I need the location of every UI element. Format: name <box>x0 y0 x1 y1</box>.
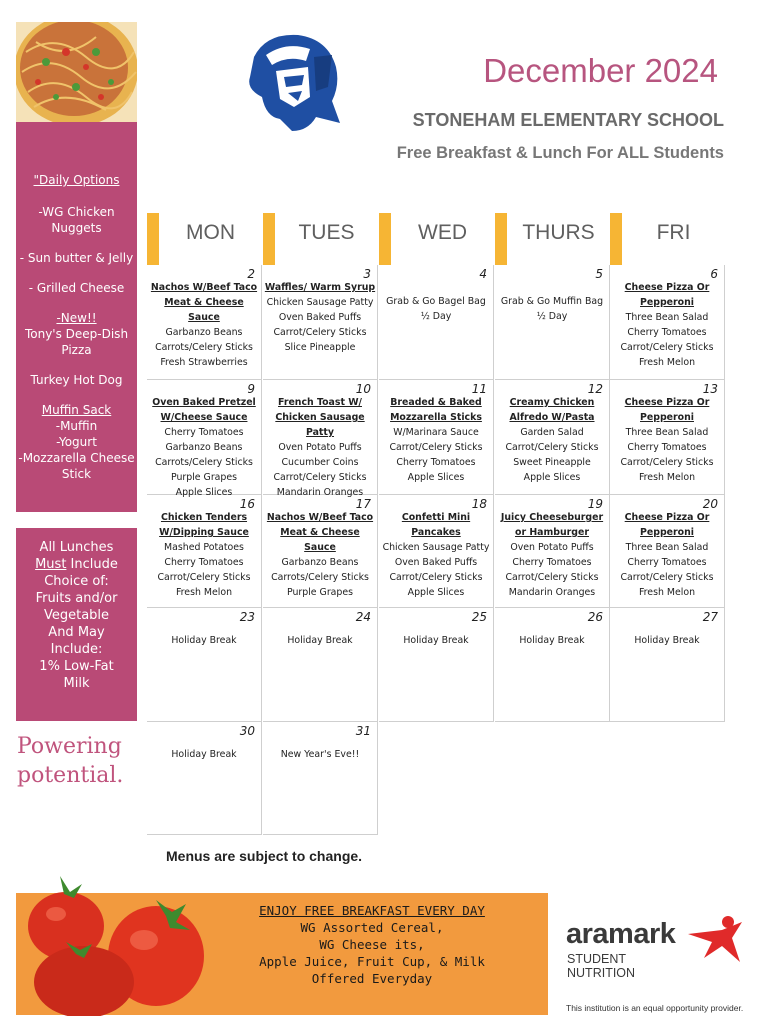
menu-item: New Year's Eve!! <box>280 749 360 760</box>
menu-item: Apple Slices <box>523 472 581 483</box>
day-number: 18 <box>471 497 487 511</box>
day-label: TUES <box>298 221 355 244</box>
menu-item: Apple Slices <box>407 472 465 483</box>
day-number: 31 <box>355 724 371 738</box>
menu-item: Purple Grapes <box>286 587 354 598</box>
day-tab <box>610 213 622 265</box>
breakfast-line: Offered Everyday <box>311 971 433 986</box>
menu-item: Carrot/Celery Sticks <box>620 572 714 583</box>
menu-item: Cherry Tomatoes <box>512 557 592 568</box>
breakfast-line: WG Cheese its, <box>319 937 425 952</box>
day-number: 12 <box>587 382 603 396</box>
menu-items <box>263 395 377 500</box>
menu-item: Carrot/Celery Sticks <box>620 457 714 468</box>
day-number: 13 <box>702 382 718 396</box>
day-header-fri <box>610 213 725 265</box>
menu-item: Chicken Sausage Patty <box>382 542 490 553</box>
lunch-note-line <box>16 556 137 573</box>
menu-item: Oven Potato Puffs <box>278 442 362 453</box>
entree-title: Chicken Tenders W/Dipping Sauce <box>159 512 249 538</box>
menu-items <box>147 510 261 600</box>
menu-items <box>147 633 261 648</box>
daily-options-title: "Daily Options <box>33 173 120 187</box>
menu-item: Holiday Break <box>171 635 237 646</box>
menu-items <box>495 280 609 324</box>
menu-item: Grab & Go Muffin Bag <box>500 296 604 307</box>
menu-item: Grab & Go Bagel Bag <box>386 296 486 307</box>
daily-option: - Grilled Cheese <box>28 281 125 295</box>
day-cell <box>495 495 610 608</box>
menu-items <box>495 633 609 648</box>
day-cell <box>147 495 262 608</box>
day-tab <box>263 213 275 265</box>
day-cell <box>147 608 262 722</box>
lunch-note-panel <box>16 528 137 721</box>
day-number: 24 <box>355 610 371 624</box>
menu-items <box>147 280 261 370</box>
day-number: 17 <box>355 497 371 511</box>
day-tab <box>495 213 507 265</box>
menu-item: Holiday Break <box>519 635 585 646</box>
menu-item: Purple Grapes <box>170 472 238 483</box>
day-label: FRI <box>656 221 691 244</box>
entree-title: Waffles/ Warm Syrup <box>264 282 376 293</box>
tagline: Free Breakfast & Lunch For ALL Students <box>396 144 724 162</box>
breakfast-line: Apple Juice, Fruit Cup, & Milk <box>259 954 485 969</box>
day-cell <box>495 265 610 380</box>
day-number: 26 <box>587 610 603 624</box>
entree-title: Breaded & Baked Mozzarella Sticks <box>390 397 482 423</box>
menu-item: Mandarin Oranges <box>276 487 364 498</box>
menu-item: ½ Day <box>536 311 568 322</box>
day-cell <box>147 722 262 835</box>
menu-item: Cherry Tomatoes <box>627 327 707 338</box>
day-cell <box>379 380 494 495</box>
menu-items <box>147 395 261 500</box>
aramark-subtitle-line: NUTRITION <box>567 966 636 980</box>
day-number: 30 <box>239 724 255 738</box>
day-cell <box>263 380 378 498</box>
day-tab <box>379 213 391 265</box>
lunch-note-include: Include <box>66 557 118 572</box>
menu-items <box>610 510 724 600</box>
day-number: 3 <box>363 267 371 281</box>
menu-item: Apple Slices <box>407 587 465 598</box>
menu-item: Carrot/Celery Sticks <box>620 342 714 353</box>
menu-items <box>495 395 609 485</box>
menu-item: Cherry Tomatoes <box>164 557 244 568</box>
entree-title: Creamy Chicken Alfredo W/Pasta <box>509 397 595 423</box>
menu-item: Holiday Break <box>287 635 353 646</box>
breakfast-banner-title: ENJOY FREE BREAKFAST EVERY DAY <box>259 903 485 918</box>
day-label: THURS <box>522 221 595 244</box>
daily-option-muffin-sack: Muffin Sack <box>41 403 112 417</box>
day-number: 16 <box>239 497 255 511</box>
daily-options <box>16 172 137 482</box>
menu-item: Carrot/Celery Sticks <box>505 572 599 583</box>
menu-item: Cherry Tomatoes <box>164 427 244 438</box>
menu-items <box>263 633 377 648</box>
daily-option: -WG Chicken Nuggets <box>38 205 115 235</box>
lunch-note-line: Include: <box>50 642 103 657</box>
menu-item: Cherry Tomatoes <box>396 457 476 468</box>
lunch-note-line: 1% Low-Fat <box>39 659 114 674</box>
day-number: 11 <box>471 382 487 396</box>
daily-option: -Mozzarella Cheese Stick <box>18 451 135 481</box>
menu-item: Chicken Sausage Patty <box>266 297 374 308</box>
menu-item: Holiday Break <box>634 635 700 646</box>
menu-item: Garbanzo Beans <box>165 327 243 338</box>
menu-item: Carrot/Celery Sticks <box>505 442 599 453</box>
lunch-note-line: Choice of: <box>44 574 109 589</box>
aramark-logo <box>566 918 746 988</box>
menu-items <box>147 747 261 762</box>
day-number: 23 <box>239 610 255 624</box>
menu-item: Fresh Melon <box>175 587 233 598</box>
powering-potential-slogan <box>17 732 142 790</box>
lunch-note-line: And May <box>48 625 105 640</box>
equal-opportunity-note: This institution is an equal opportunity provider. <box>566 1003 744 1013</box>
menu-items <box>263 280 377 355</box>
day-cell <box>263 495 378 608</box>
entree-title: Cheese Pizza Or Pepperoni <box>624 397 710 423</box>
entree-title: Nachos W/Beef Taco Meat & Cheese Sauce <box>150 282 258 323</box>
menu-items <box>379 280 493 324</box>
menu-item: Carrot/Celery Sticks <box>389 572 483 583</box>
day-cell <box>379 608 494 722</box>
lunch-note-must: Must <box>35 557 67 572</box>
menu-item: Oven Potato Puffs <box>510 542 594 553</box>
entree-title: Oven Baked Pretzel W/Cheese Sauce <box>152 397 256 423</box>
day-cell <box>263 608 378 722</box>
entree-title: Nachos W/Beef Taco Meat & Cheese Sauce <box>266 512 374 553</box>
menu-item: Fresh Strawberries <box>160 357 248 368</box>
menu-item: Fresh Melon <box>638 587 696 598</box>
menu-item: Sweet Pineapple <box>513 457 591 468</box>
daily-option: Tony's Deep-Dish Pizza <box>24 327 129 357</box>
entree-title: Juicy Cheeseburger or Hamburger <box>500 512 604 538</box>
daily-option: - Sun butter & Jelly <box>19 251 134 265</box>
menu-items <box>495 510 609 600</box>
menu-items <box>610 633 724 648</box>
entree-title: Cheese Pizza Or Pepperoni <box>624 512 710 538</box>
menu-items <box>610 280 724 370</box>
menu-items <box>263 510 377 600</box>
day-number: 2 <box>247 267 255 281</box>
menu-item: Three Bean Salad <box>625 312 709 323</box>
page-title: December 2024 <box>483 52 718 89</box>
day-number: 27 <box>702 610 718 624</box>
menu-item: Holiday Break <box>171 749 237 760</box>
menu-items <box>263 747 377 762</box>
menu-item: Mandarin Oranges <box>508 587 596 598</box>
day-cell <box>147 380 262 498</box>
menu-items <box>610 395 724 485</box>
tomatoes-image <box>16 870 206 1016</box>
menu-item: Cherry Tomatoes <box>627 442 707 453</box>
day-tab <box>147 213 159 265</box>
day-header-tues <box>263 213 378 265</box>
menu-item: Carrots/Celery Sticks <box>155 342 253 353</box>
menu-item: Garden Salad <box>520 427 584 438</box>
menu-item: Cherry Tomatoes <box>627 557 707 568</box>
lunch-note-line: All Lunches <box>39 540 114 555</box>
menu-item: Garbanzo Beans <box>165 442 243 453</box>
aramark-subtitle <box>567 952 635 980</box>
menu-item: Slice Pineapple <box>284 342 356 353</box>
day-number: 19 <box>587 497 603 511</box>
menu-item: Fresh Melon <box>638 472 696 483</box>
day-number: 25 <box>471 610 487 624</box>
menu-item: Carrots/Celery Sticks <box>271 572 369 583</box>
aramark-star-icon <box>682 914 746 966</box>
school-name: STONEHAM ELEMENTARY SCHOOL <box>412 110 724 130</box>
day-label: MON <box>186 221 235 244</box>
menu-items <box>379 633 493 648</box>
menu-item: Three Bean Salad <box>625 427 709 438</box>
day-number: 5 <box>595 267 603 281</box>
day-header-thurs <box>495 213 610 265</box>
day-cell <box>263 722 378 835</box>
day-cell <box>379 495 494 608</box>
menu-item: W/Marinara Sauce <box>393 427 479 438</box>
entree-title: French Toast W/ Chicken Sausage Patty <box>275 397 365 438</box>
entree-title: Cheese Pizza Or Pepperoni <box>624 282 710 308</box>
day-cell <box>610 380 725 495</box>
pasta-photo <box>16 22 137 122</box>
day-header-wed <box>379 213 494 265</box>
menu-item: Garbanzo Beans <box>281 557 359 568</box>
day-cell <box>495 380 610 495</box>
menu-items <box>379 510 493 600</box>
lunch-note-line: Vegetable <box>43 608 110 623</box>
day-number: 9 <box>247 382 255 396</box>
slogan-line: Powering <box>17 734 122 759</box>
menu-item: Cucumber Coins <box>281 457 359 468</box>
day-cell <box>610 265 725 380</box>
day-header-mon <box>147 213 262 265</box>
menu-item: ½ Day <box>420 311 452 322</box>
daily-option: -Muffin <box>55 419 98 433</box>
daily-option: -Yogurt <box>56 435 97 449</box>
day-cell <box>379 265 494 380</box>
day-number: 10 <box>355 382 371 396</box>
lunch-note-line: Fruits and/or <box>35 591 118 606</box>
daily-option: Turkey Hot Dog <box>30 373 123 387</box>
entree-title: Confetti Mini Pancakes <box>401 512 471 538</box>
day-number: 20 <box>702 497 718 511</box>
menu-item: Oven Baked Puffs <box>394 557 478 568</box>
day-label: WED <box>418 221 467 244</box>
menu-item: Carrot/Celery Sticks <box>389 442 483 453</box>
slogan-line: potential. <box>17 763 124 788</box>
subject-to-change-note: Menus are subject to change. <box>166 848 363 864</box>
menu-item: Apple Slices <box>175 487 233 498</box>
day-cell <box>610 495 725 608</box>
day-cell <box>610 608 725 722</box>
menu-item: Carrot/Celery Sticks <box>273 327 367 338</box>
day-cell <box>147 265 262 380</box>
breakfast-banner-text <box>222 902 522 987</box>
menu-item: Three Bean Salad <box>625 542 709 553</box>
daily-option-new: -New!! <box>56 311 97 325</box>
menu-item: Oven Baked Puffs <box>278 312 362 323</box>
menu-item: Carrots/Celery Sticks <box>155 457 253 468</box>
day-number: 6 <box>710 267 718 281</box>
menu-item: Holiday Break <box>403 635 469 646</box>
aramark-subtitle-line: STUDENT <box>567 952 627 966</box>
day-number: 4 <box>479 267 487 281</box>
menu-item: Carrot/Celery Sticks <box>273 472 367 483</box>
lunch-note-line: Milk <box>63 676 90 691</box>
breakfast-line: WG Assorted Cereal, <box>300 920 444 935</box>
menu-item: Mashed Potatoes <box>164 542 244 553</box>
aramark-wordmark: aramark <box>566 918 676 950</box>
menu-item: Carrot/Celery Sticks <box>157 572 251 583</box>
menu-items <box>379 395 493 485</box>
menu-item: Fresh Melon <box>638 357 696 368</box>
day-cell <box>263 265 378 380</box>
day-cell <box>495 608 610 722</box>
